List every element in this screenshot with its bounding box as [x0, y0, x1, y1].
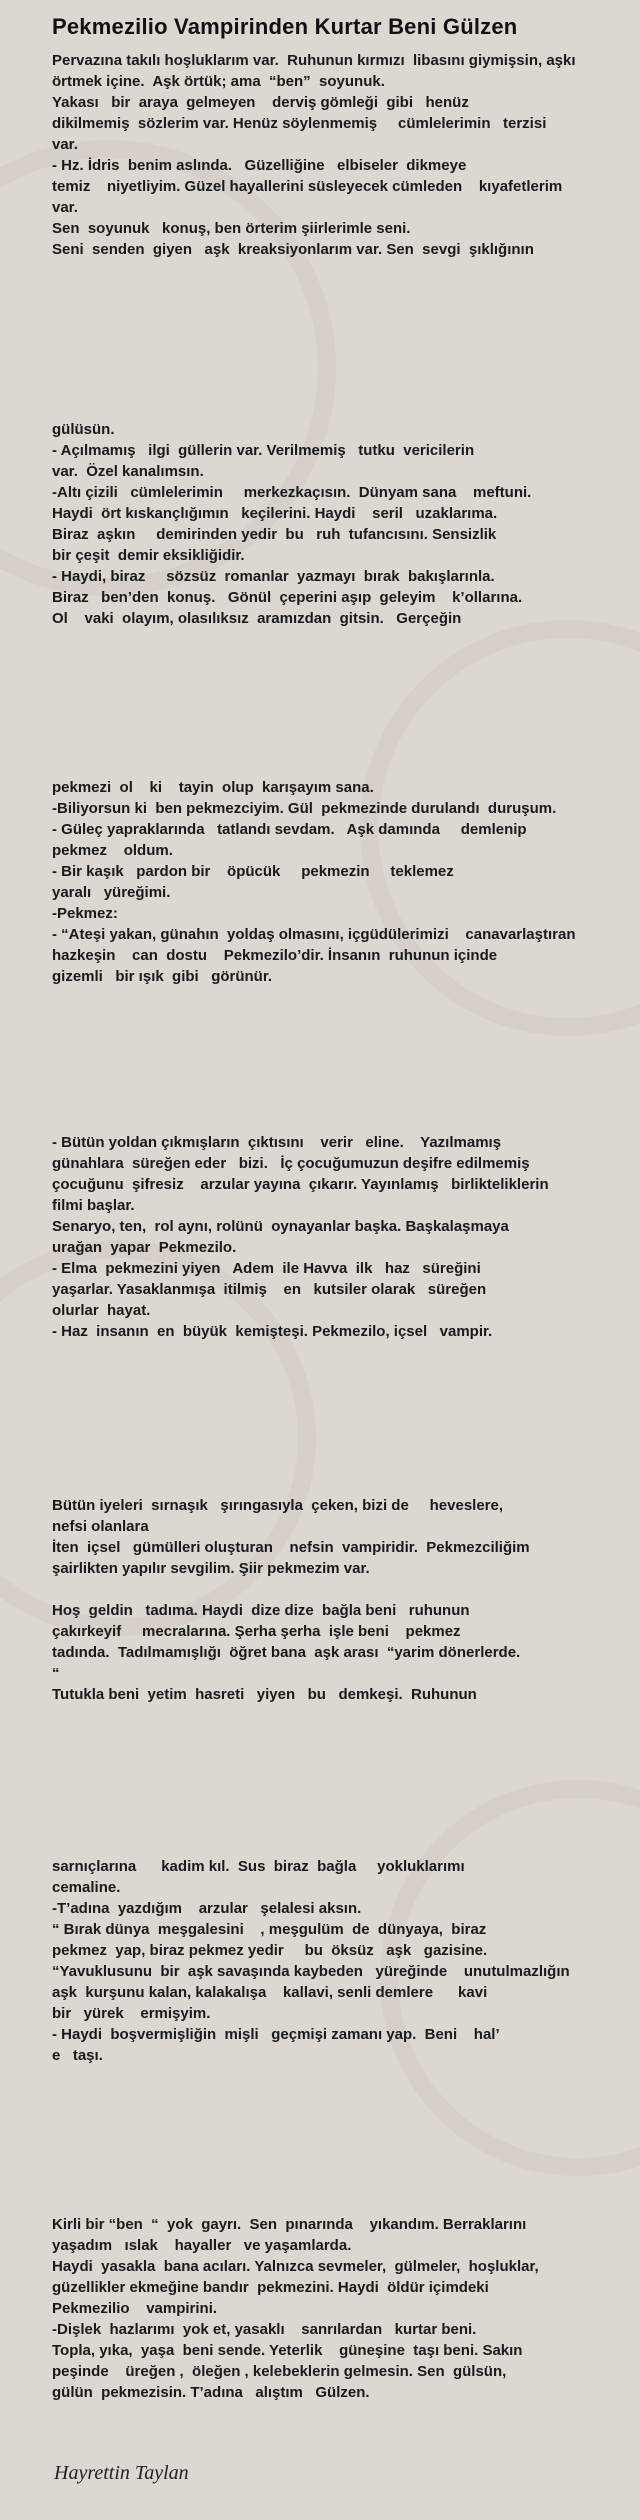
poem-stanza-4: - Bütün yoldan çıkmışların çıktısını verir eline. Yazılmamış günahlara süreğen eder bizi. İç çocuğumuzun deşifre edilmemiş çocuğunu şifresiz arzular yayına çıkarır. Yayınlamış birlikteliklerin filmi başlar. Senaryo, ten, rol aynı, rolünü oynayanlar başka. Başkalaşmaya urağan yapar Pekmezilo. - Elma pekmezini yiyen Adem ile Havva ilk haz süreğini yaşarlar. Yasaklanmışa itilmiş en kutsiler olarak süreğen olurlar hayat. - Haz insanın en büyük kemişteşi. Pekmezilo, içsel vampir. — [52, 1134, 549, 1340]
poem-stanza-1: Pervazına takılı hoşluklarım var. Ruhunun kırmızı libasını giymişsin, aşkı örtmek içine. Aşk örtük; ama “ben” soyunuk. Yakası bir araya gelmeyen derviş gömleği gibi henüz dikilmemiş sözlerim var. Henüz söylenmemiş cümlelerimin terzisi var. - Hz. İdris benim aslında. Güzelliğine elbiseler dikmeye temiz niyetliyim. Güzel hayallerini süsleyecek cümleden kıyafetlerim var. Sen soyunuk konuş, ben örterim şiirlerimle seni. Seni senden giyen aşk kreaksiyonlarım var. Sen sevgi şıklığının — [52, 52, 576, 258]
poem-stanza-7: Kirli bir “ben “ yok gayrı. Sen pınarında yıkandım. Berraklarını yaşadım ıslak hayaller ve yaşamlarda. Haydi yasakla bana acıları. Yalnızca sevmeler, gülmeler, hoşluklar, güzellikler ekmeğine bandır pekmezini. Haydi öldür içimdeki Pekmezilio vampirini. -Dişlek hazlarımı yok et, yasaklı sanrılardan kurtar beni. Topla, yıka, yaşa beni sende. Yeterlik güneşine taşı beni. Sakın peşinde üreğen , öleğen , kelebeklerin gelmesin. Sen gülsün, gülün pekmezisin. T’adına alıştım Gülzen. — [52, 2216, 539, 2401]
poem-stanza-2: gülüsün. - Açılmamış ilgi güllerin var. Verilmemiş tutku vericilerin var. Özel kanalımsın. -Altı çizili cümlelerimin merkezkaçısın. Dünyam sana meftuni. Haydi ört kıskançlığımın keçilerini. Haydi seril uzaklarıma. Biraz aşkın demirinden yedir bu ruh tufancısını. Sensizlik bir çeşit demir eksikliğidir. - Haydi, biraz sözsüz romanlar yazmayı bırak bakışlarınla. Biraz ben’den konuş. Gönül çeperini aşıp geleyim k’ollarına. Ol vaki olayım, olasılıksız aramızdan gitsin. Gerçeğin — [52, 421, 532, 627]
author-signature: Hayrettin Taylan — [54, 2462, 189, 2484]
poem-stanza-6: sarnıçlarına kadim kıl. Sus biraz bağla yokluklarımı cemaline. -T’adına yazdığım arzular şelalesi aksın. “ Bırak dünya meşgalesini , meşgulüm de dünyaya, biraz pekmez yap, biraz pekmez yedir bu öksüz aşk gazisine. “Yavuklusunu bir aşk savaşında kaybeden yüreğinde unutulmazlığın aşk kurşunu kalan, kalakalışa kallavi, senli demlere kavi bir yürek ermişyim. - Haydi boşvermişliğin mişli geçmişi zamanı yap. Beni hal’ e taşı. — [52, 1858, 570, 2064]
poem-stanza-5: Bütün iyeleri sırnaşık şırıngasıyla çeken, bizi de heveslere, nefsi olanlara İten içsel gümülleri oluşturan nefsin vampiridir. Pekmezciliğim şairlikten yapılır sevgilim. Şiir pekmezim var. Hoş geldin tadıma. Haydi dize dize bağla beni ruhunun çakırkeyif mecralarına. Şerha şerha işle beni pekmez tadında. Tadılmamışlığı öğret bana aşk arası “yarim dönerlerde. “ Tutukla beni yetim hasreti yiyen bu demkeşi. Ruhunun — [52, 1497, 530, 1703]
poem-stanza-3: pekmezi ol ki tayin olup karışayım sana. -Biliyorsun ki ben pekmezciyim. Gül pekmezinde durulandı duruşum. - Güleç yapraklarında tatlandı sevdam. Aşk damında demlenip pekmez oldum. - Bir kaşık pardon bir öpücük pekmezin teklemez yaralı yüreğimi. -Pekmez: - “Ateşi yakan, günahın yoldaş olmasını, içgüdülerimizi canavarlaştıran hazkeşin can dostu Pekmezilo’dir. İnsanın ruhunun içinde gizemli bir ışık gibi görünür. — [52, 779, 576, 985]
poem-title: Pekmezilio Vampirinden Kurtar Beni Gülzen — [52, 14, 518, 39]
